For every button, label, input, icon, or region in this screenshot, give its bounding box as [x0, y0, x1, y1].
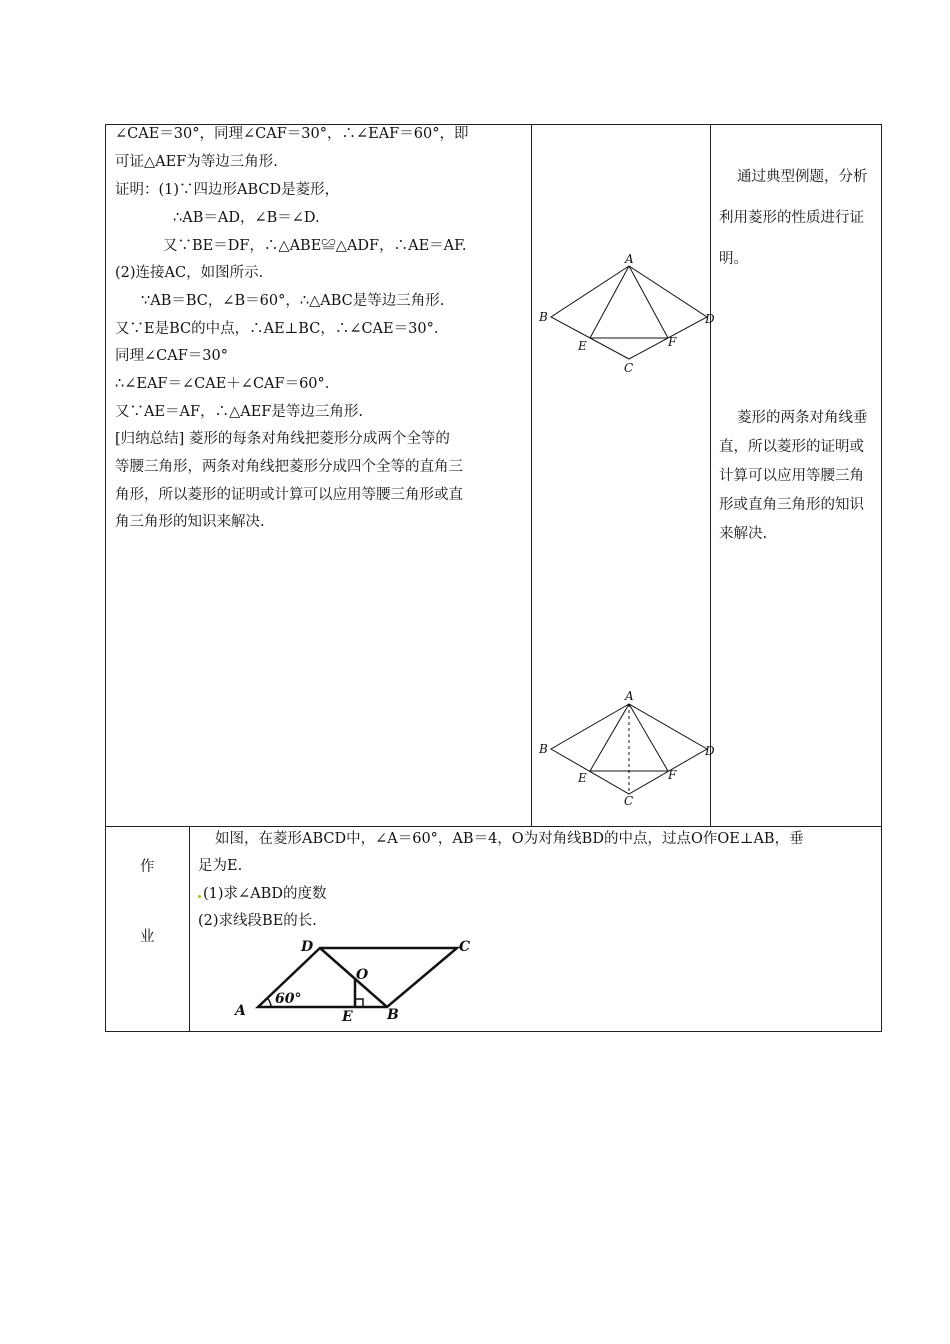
label-b: B [387, 1007, 399, 1023]
solution-line: ∴∠EAF＝∠CAE＋∠CAF＝60°. [115, 376, 330, 392]
bullet-mark [198, 895, 201, 898]
solution-line: 证明：(1)∵四边形ABCD是菱形， [115, 182, 340, 198]
label-f: F [668, 768, 677, 782]
diagonal-bd [320, 948, 387, 1007]
summary-line: 角形，所以菱形的证明或计算可以应用等腰三角形或直 [115, 487, 463, 503]
solution-line: 又∵BE＝DF，∴△ABE≌△ADF，∴AE＝AF. [163, 238, 467, 254]
label-d: D [301, 939, 314, 955]
homework-label-divider [189, 826, 190, 1032]
solution-line: (2)连接AC，如图所示. [115, 265, 264, 281]
table-right-border [881, 124, 882, 1032]
teaching-note-2: 菱形的两条对角线垂直，所以菱形的证明或计算可以应用等腰三角形或直角三角形的知识来解决. [719, 410, 868, 542]
label-c: C [459, 939, 471, 955]
solution-line: ∵AB＝BC，∠B＝60°，∴△ABC是等边三角形. [141, 293, 445, 309]
homework-rhombus-figure [225, 935, 495, 1025]
label-c: C [624, 361, 634, 375]
homework-question-1: (1)求∠ABD的度数 [203, 886, 327, 902]
homework-problem-line-2: 足为E. [198, 858, 243, 874]
segment-ae [590, 704, 629, 771]
summary-line: 角三角形的知识来解决. [115, 514, 265, 530]
table-bottom-border [105, 1031, 882, 1032]
solution-line: ∴AB＝AD，∠B＝∠D. [173, 210, 320, 226]
solution-line: 同理∠CAF＝30° [115, 348, 228, 364]
table-left-border [105, 124, 106, 1032]
rhombus-figure-1 [533, 252, 715, 377]
rhombus-abcd [551, 266, 707, 359]
homework-problem-line-1: 如图，在菱形ABCD中，∠A＝60°，AB＝4，O为对角线BD的中点，过点O作OE⊥AB，垂 [215, 831, 804, 847]
label-d: D [705, 744, 715, 758]
homework-label-char-2: 业 [140, 929, 155, 945]
column-divider-figures [531, 124, 532, 826]
label-b: B [539, 310, 548, 324]
label-e: E [342, 1009, 353, 1025]
rhombus-figure-2 [533, 684, 715, 809]
label-e: E [578, 771, 587, 785]
solution-line: 又∵E是BC的中点，∴AE⊥BC，∴∠CAE＝30°. [115, 321, 439, 337]
label-e: E [578, 339, 587, 353]
label-a: A [625, 689, 634, 703]
segment-ae [590, 266, 629, 338]
label-o: O [356, 967, 369, 983]
homework-question-2: (2)求线段BE的长. [198, 913, 317, 929]
homework-label-char-1: 作 [140, 859, 155, 875]
table-row-divider [105, 826, 882, 827]
segment-af [629, 266, 668, 338]
solution-line: 可证△AEF为等边三角形. [115, 154, 278, 170]
label-d: D [705, 312, 715, 326]
summary-line: [归纳总结] 菱形的每条对角线把菱形分成两个全等的 [115, 431, 450, 447]
solution-line: 又∵AE＝AF，∴△AEF是等边三角形. [115, 404, 363, 420]
solution-line: ∠CAE＝30°，同理∠CAF＝30°，∴∠EAF＝60°，即 [115, 126, 469, 142]
angle-arc [267, 998, 271, 1007]
teaching-note-1: 通过典型例题，分析利用菱形的性质进行证明。 [719, 169, 868, 267]
label-b: B [539, 742, 548, 756]
label-a: A [235, 1003, 246, 1019]
column-divider-notes [710, 124, 711, 826]
label-c: C [624, 794, 634, 808]
angle-label-60: 60° [275, 991, 302, 1007]
label-f: F [668, 335, 677, 349]
segment-af [629, 704, 668, 771]
label-a: A [625, 252, 634, 266]
summary-line: 等腰三角形，两条对角线把菱形分成四个全等的直角三 [115, 459, 463, 475]
